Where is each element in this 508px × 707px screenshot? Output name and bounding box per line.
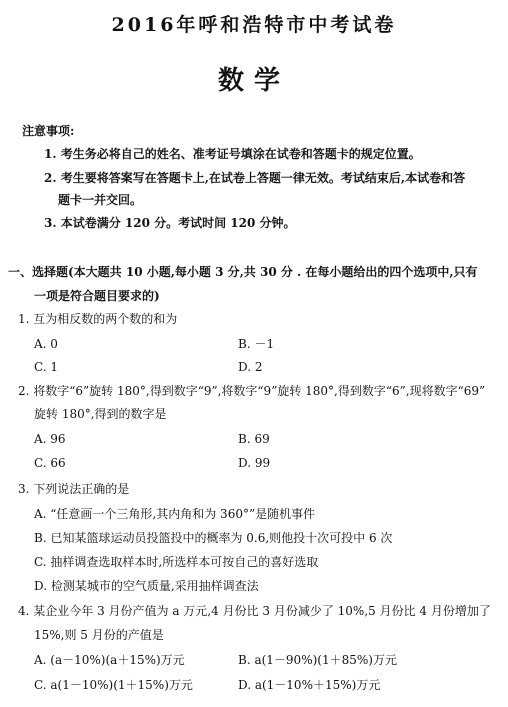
q4-option-b: B. a(1－90%)(1＋85%)万元 (238, 653, 397, 667)
q4-option-c: C. a(1－10%)(1＋15%)万元 (34, 678, 193, 692)
q1-option-b: B. －1 (238, 337, 275, 351)
question-4-stem: 4. 某企业今年 3 月份产值为 a 万元,4 月份比 3 月份减少了 10%,5 月份比 4 月份增加了 (18, 604, 491, 618)
q2-option-b: B. 69 (238, 432, 270, 446)
notice-heading: 注意事项: (22, 124, 75, 138)
q3-option-a: A. “任意画一个三角形,其内角和为 360°”是随机事件 (34, 507, 316, 521)
section-heading-cont: 一项是符合题目要求的) (34, 289, 160, 303)
q3-option-c: C. 抽样调查选取样本时,所选样本可按自己的喜好选取 (34, 555, 319, 569)
question-2-stem-cont: 旋转 180°,得到的数字是 (34, 407, 167, 421)
q1-option-a: A. 0 (34, 337, 58, 351)
question-3-stem: 3. 下列说法正确的是 (18, 482, 130, 496)
notice-item-2: 2. 考生要将答案写在答题卡上,在试卷上答题一律无效。考试结束后,本试卷和答 (44, 171, 466, 185)
q2-option-d: D. 99 (238, 456, 271, 470)
q1-option-d: D. 2 (238, 360, 263, 374)
question-2-stem: 2. 将数字“6”旋转 180°,得到数字“9”,将数字“9”旋转 180°,得到数字“6”,现将数字“69” (18, 384, 486, 398)
q3-option-b: B. 已知某篮球运动员投篮投中的概率为 0.6,则他投十次可投中 6 次 (34, 531, 393, 545)
notice-item-3: 3. 本试卷满分 120 分。考试时间 120 分钟。 (44, 216, 296, 230)
notice-item-1: 1. 考生务必将自己的姓名、准考证号填涂在试卷和答题卡的规定位置。 (44, 147, 421, 161)
exam-title: 2016年呼和浩特市中考试卷 (111, 14, 397, 36)
section-heading: 一、选择题(本大题共 10 小题,每小题 3 分,共 30 分 . 在每小题给出的四个选项中,只有 (8, 265, 478, 279)
q1-option-c: C. 1 (34, 360, 59, 374)
question-1-stem: 1. 互为相反数的两个数的和为 (18, 312, 178, 326)
q4-option-d: D. a(1－10%＋15%)万元 (238, 678, 381, 692)
notice-item-2-cont: 题卡一并交回。 (58, 193, 143, 207)
q2-option-a: A. 96 (34, 432, 66, 446)
subject-title: 数学 (217, 66, 290, 96)
q2-option-c: C. 66 (34, 456, 66, 470)
q4-option-a: A. (a－10%)(a＋15%)万元 (34, 653, 185, 667)
question-4-stem-cont: 15%,则 5 月份的产值是 (34, 628, 164, 642)
q3-option-d: D. 检测某城市的空气质量,采用抽样调查法 (34, 579, 259, 593)
